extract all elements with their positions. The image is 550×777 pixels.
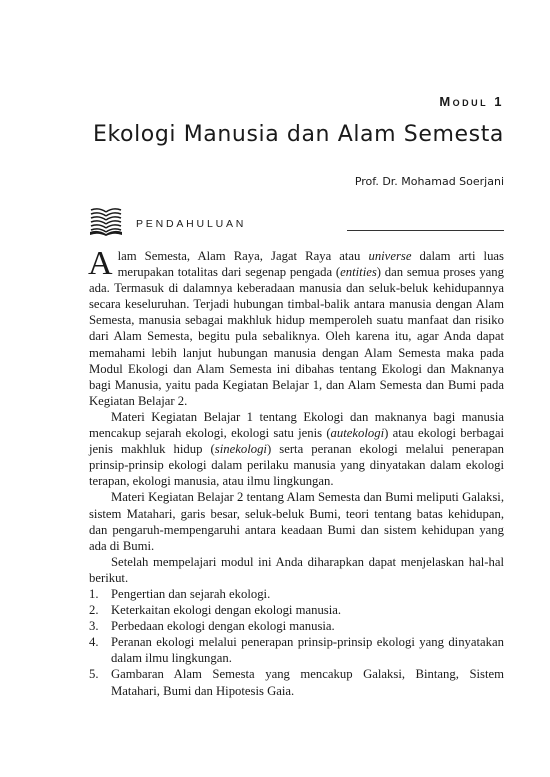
list-text: Peranan ekologi melalui penerapan prinsip-prinsip ekologi yang dinyatakan dalam ilmu lingkungan. [111, 635, 504, 666]
paragraph-kb2: Materi Kegiatan Belajar 2 tentang Alam Semesta dan Bumi meliputi Galaksi, sistem Matahari, garis besar, seluk-beluk Bumi, teori tentang batas kehidupan, dan pengaruh-mempengaruhi antara keadaan Bumi dan sistem kehidupan yang ada di Bumi. [89, 490, 504, 553]
intro-paragraph [88, 245, 504, 409]
list-item [89, 618, 504, 634]
paragraph-kb1 [89, 409, 504, 489]
text-span: Materi Kegiatan Belajar 1 tentang Ekologi dan maknanya bagi manusia mencakup sejarah ekologi, ekologi satu jenis ( [89, 409, 504, 441]
section-header [89, 206, 504, 238]
text-span: lam Semesta, Alam Raya, Jagat Raya atau [117, 249, 369, 263]
drop-cap: A [88, 245, 113, 282]
italic-term: entities [340, 265, 377, 280]
text-span: ) serta peranan ekologi melalui penerapan prinsip-prinsip ekologi dalam perilaku manusia yang dinyatakan dalam ekologi terapan, ekologi manusia, atau ilmu lingkungan. [89, 442, 504, 489]
italic-term: sinekologi [214, 442, 267, 457]
paragraph-objectives: Setelah mempelajari modul ini Anda diharapkan dapat menjelaskan hal-hal berikut. [89, 554, 504, 585]
list-text: Keterkaitan ekologi dengan ekologi manusia. [111, 603, 342, 618]
list-text: Gambaran Alam Semesta yang mencakup Galaksi, Bintang, Sistem Matahari, Bumi dan Hipotesis Gaia. [111, 667, 504, 698]
author-name: Prof. Dr. Mohamad Soerjani [354, 175, 504, 188]
list-item [89, 634, 504, 666]
list-number: 2. [89, 603, 99, 618]
body-text [88, 245, 504, 699]
text-span: ) dan semua proses yang ada. Termasuk di dalamnya keberadaan manusia dan seluk-beluk kehidupannya secara keseluruhan. Terjadi hubungan timbal-balik antara manusia dengan Alam Semesta, manusia sebagai makhluk hidup memperoleh suatu manfaat dan risiko dari Alam Semesta, begitu pula sebaliknya. Oleh karena itu, agar Anda dapat memahami lebih lanjut hubungan manusia dengan Alam Semesta maka pada Modul Ekologi dan Alam Semesta ini dibahas tentang Ekologi dan Maknanya bagi Manusia, yaitu pada Kegiatan Belajar 1, dan Alam Semesta dan Bumi pada Kegiatan Belajar 2. [89, 265, 504, 408]
list-number: 1. [89, 586, 99, 601]
page-title: Ekologi Manusia dan Alam Semesta [92, 122, 504, 147]
list-number: 5. [89, 667, 99, 682]
list-number: 4. [89, 635, 99, 650]
objectives-list [89, 586, 504, 699]
text-span: ) atau ekologi berbagai jenis makhluk hidup ( [89, 426, 504, 457]
list-item [89, 602, 504, 618]
section-title: PENDAHULUAN [136, 218, 247, 230]
list-item [89, 666, 504, 698]
section-divider [347, 230, 504, 231]
list-text: Pengertian dan sejarah ekologi. [111, 586, 271, 601]
italic-term: universe [368, 249, 412, 263]
italic-term: autekologi [330, 426, 385, 441]
module-label: Modul 1 [439, 94, 504, 109]
text-span: dalam arti luas merupakan totalitas dari segenap pengada ( [117, 249, 504, 280]
list-text: Perbedaan ekologi dengan ekologi manusia. [111, 619, 335, 634]
list-item [89, 586, 504, 602]
list-number: 3. [89, 619, 99, 634]
open-book-icon [89, 206, 123, 236]
